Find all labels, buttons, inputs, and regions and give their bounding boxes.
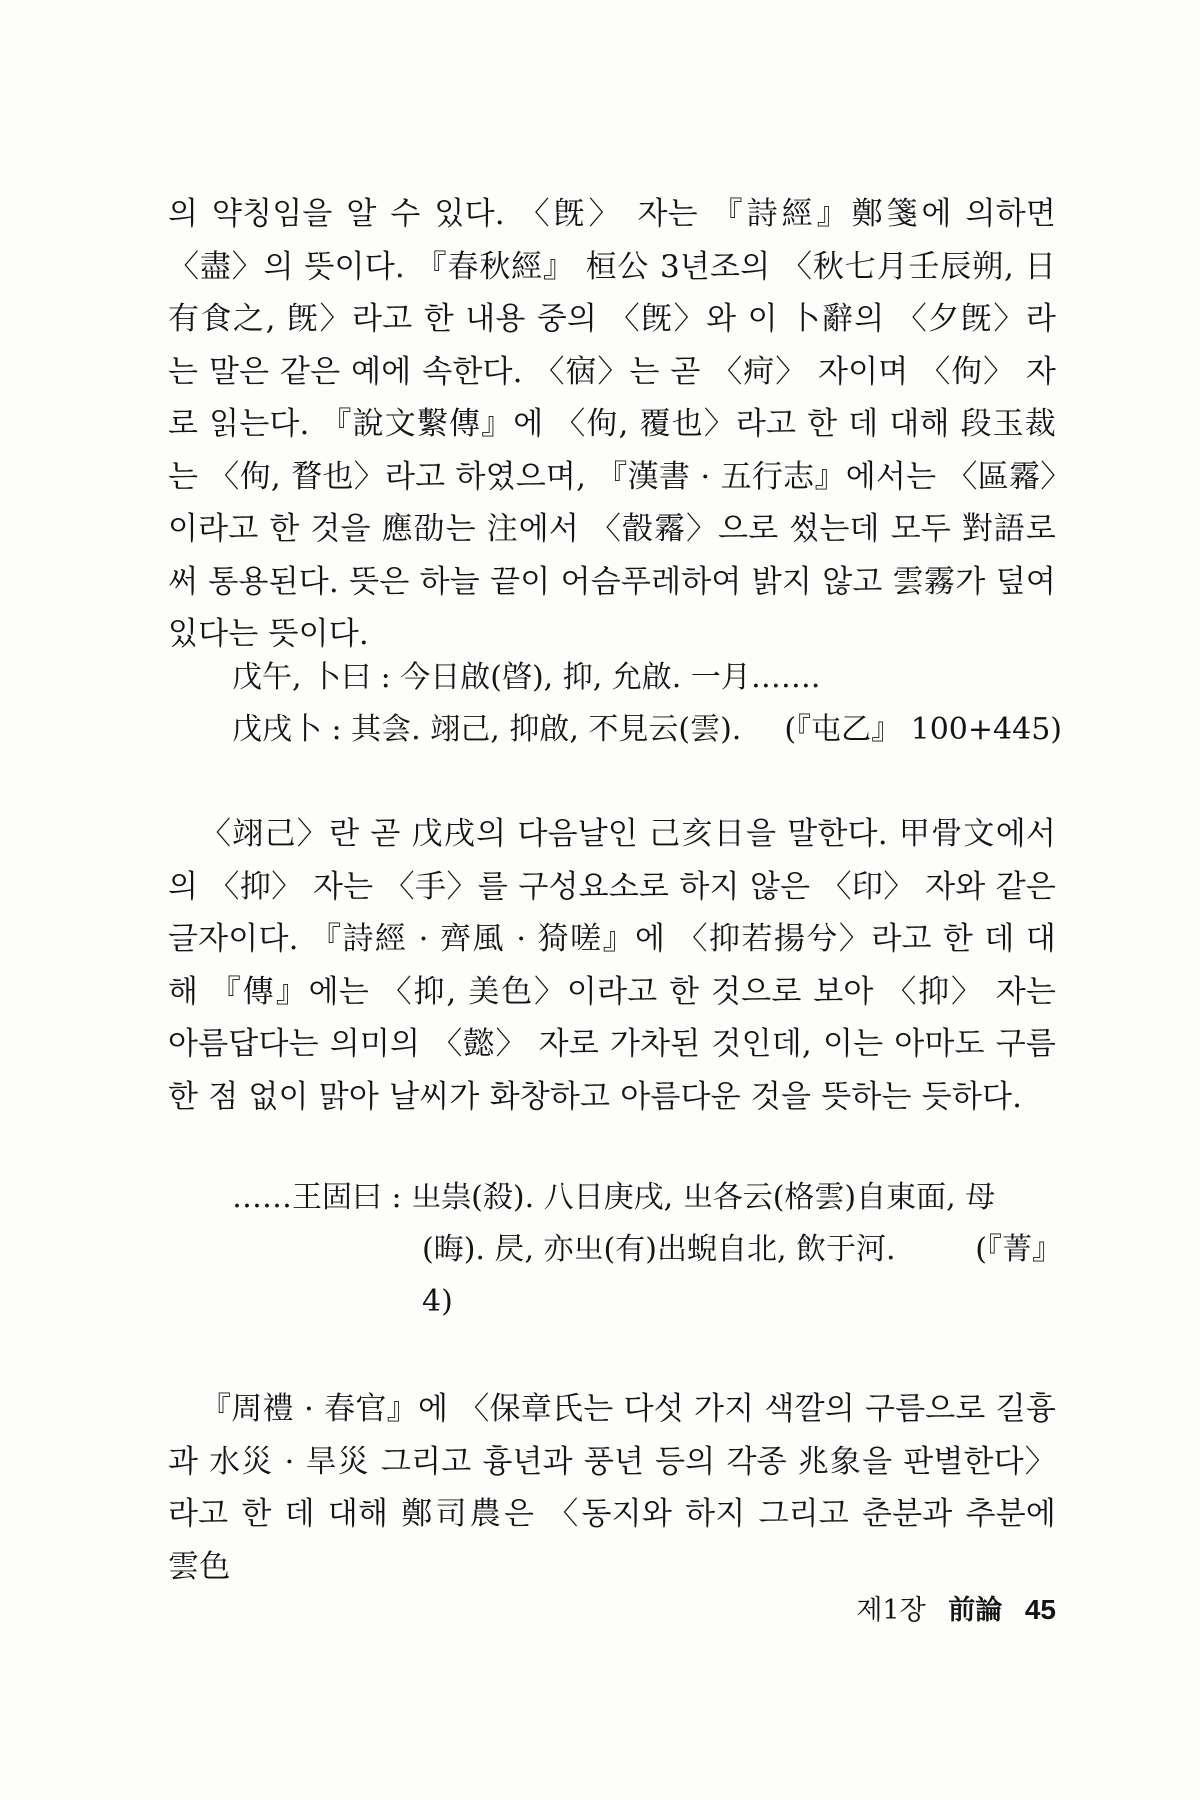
page-number: 45 <box>1024 1594 1056 1625</box>
quote-line: ……王固曰 : 㞢祟(殺). 八日庚戌, 㞢各云(格雲)自東面, 母 <box>232 1180 996 1215</box>
running-footer <box>842 1588 1056 1627</box>
body-paragraph-1: 의 약칭임을 알 수 있다. 〈旣〉 자는 『詩經』鄭箋에 의하면 〈盡〉의 뜻이다. 『春秋經』 桓公 3년조의 〈秋七月壬辰朔, 日有食之, 旣〉라고 한 내용 중의 〈旣〉와 이 卜辭의 〈夕旣〉라는 말은 같은 예에 속한다. 〈㝛〉는 곧 〈疴〉 자이며 〈佝〉 자로 읽는다. 『說文繫傳』에 〈佝, 覆也〉라고 한 데 대해 段玉裁는 〈佝, 瞀也〉라고 하였으며, 『漢書 · 五行志』에서는 〈區霿〉이라고 한 것을 應劭는 注에서 〈瞉霿〉으로 썼는데 모두 對語로써 통용된다. 뜻은 하늘 끝이 어슴푸레하여 밝지 않고 雲霧가 덮여 있다는 뜻이다. <box>168 196 1056 652</box>
quote-source: (『屯乙』 100+445) <box>784 712 1062 747</box>
quote-line: 4) <box>422 1284 453 1319</box>
quote-source: (『菁』 <box>975 1232 1062 1267</box>
chapter-label: 제1장 <box>856 1595 926 1626</box>
chapter-title: 前論 <box>948 1595 1003 1626</box>
quote-line: 戊午, 卜曰 : 今日啟(晵), 抑, 允啟. 一月……. <box>232 660 821 695</box>
body-paragraph-3: 『周禮 · 春官』에 〈保章氏는 다섯 가지 색깔의 구름으로 길흉과 水災 · 旱災 그리고 흉년과 풍년 등의 각종 兆象을 판별한다〉라고 한 데 대해 鄭司農은 〈동지와 하지 그리고 춘분과 추분에 雲色 <box>168 1391 1056 1585</box>
quote-line: 戊戌卜 : 其侌. 翊己, 抑啟, 不見云(雲). <box>232 712 742 747</box>
body-paragraph-2: 〈翊己〉란 곧 戊戌의 다음날인 己亥日을 말한다. 甲骨文에서의 〈抑〉 자는 〈手〉를 구성요소로 하지 않은 〈印〉 자와 같은 글자이다. 『詩經 · 齊風 · 猗嗟』에 〈抑若揚兮〉라고 한 데 대해 『傳』에는 〈抑, 美色〉이라고 한 것으로 보아 〈抑〉 자는 아름답다는 의미의 〈懿〉 자로 가차된 것인데, 이는 아마도 구름 한 점 없이 맑아 날씨가 화창하고 아름다운 것을 뜻하는 듯하다. <box>168 816 1056 1115</box>
quote-line: (晦). 昃, 亦㞢(有)出蜺自北, 飲于河. <box>422 1232 896 1267</box>
